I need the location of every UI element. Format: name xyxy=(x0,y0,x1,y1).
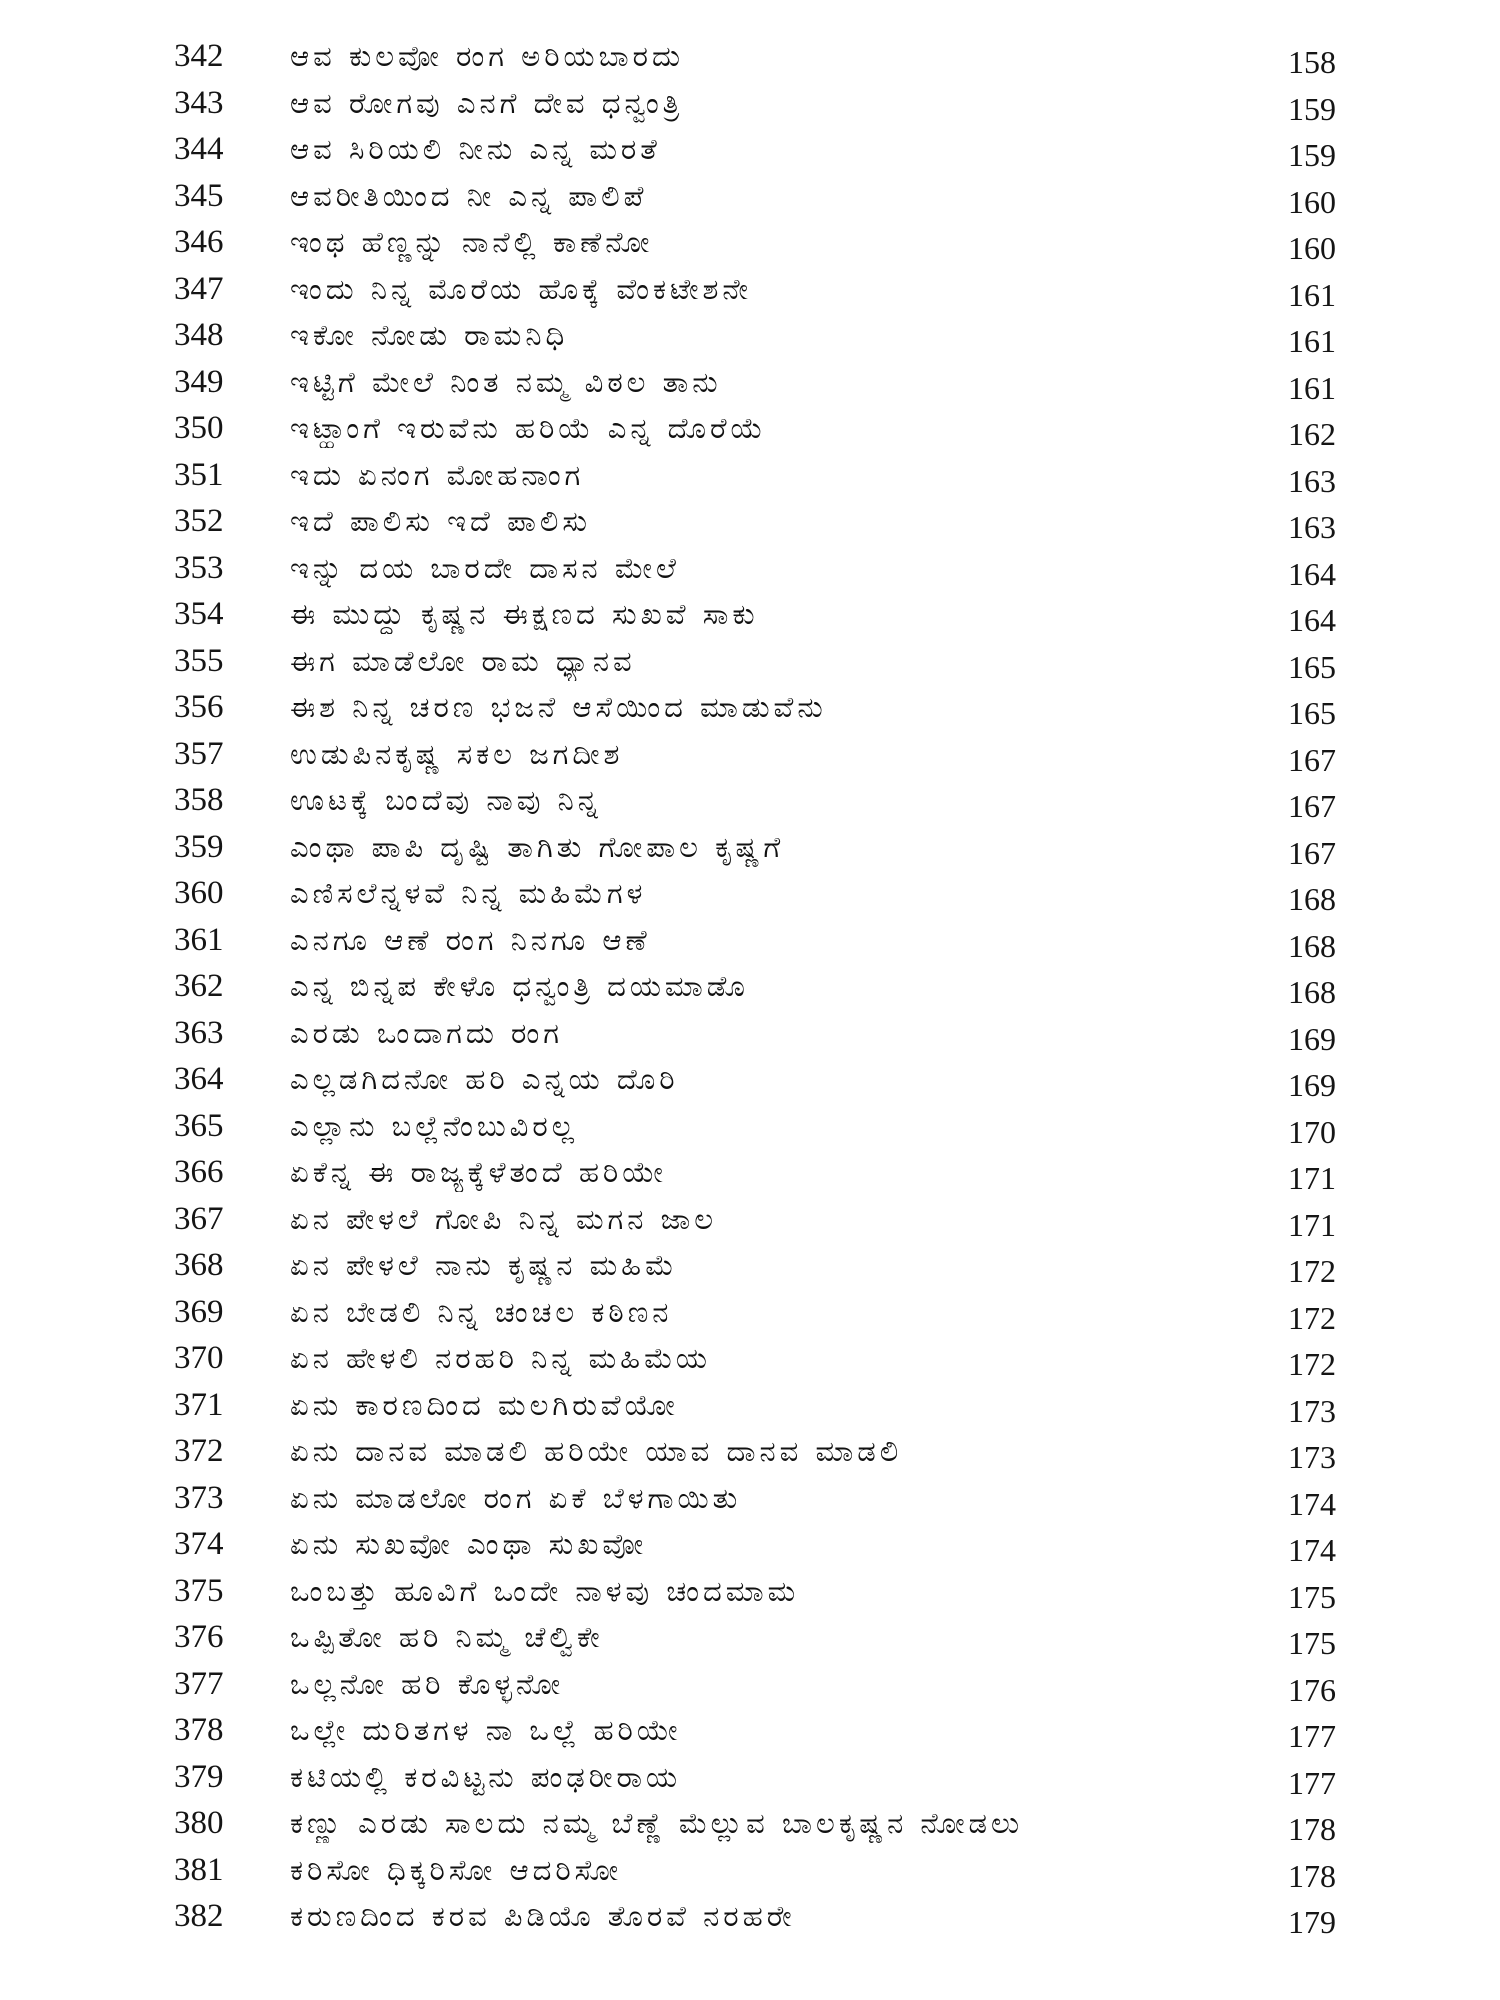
entry-title: ಎಲ್ಲಡಗಿದನೋ ಹರಿ ಎನ್ನಯ ದೊರಿ xyxy=(290,1062,679,1096)
entry-page-number: 174 xyxy=(1288,1532,1336,1568)
entry-page-number: 173 xyxy=(1288,1439,1336,1475)
entry-page-number: 162 xyxy=(1288,416,1336,452)
entry-page-number: 172 xyxy=(1288,1299,1336,1336)
toc-entry xyxy=(0,1053,1500,1103)
entry-title: ಆವರೀತಿಯಿಂದ ನೀ ಎನ್ನ ಪಾಲಿಪೆ xyxy=(290,178,648,213)
entry-number: 362 xyxy=(174,968,224,1004)
entry-page-number: 161 xyxy=(1288,323,1336,359)
entry-title: ಏನ ಹೇಳಲಿ ನರಹರಿ ನಿನ್ನ ಮಹಿಮೆಯ xyxy=(290,1341,711,1375)
table-of-contents xyxy=(0,30,1500,1940)
entry-title: ಒಪ್ಪಿತೋ ಹರಿ ನಿಮ್ಮ ಚೆಲ್ವಿಕೇ xyxy=(290,1620,604,1654)
entry-number: 364 xyxy=(174,1061,224,1097)
entry-title: ಇಟ್ಹಾಂಗೆ ಇರುವೆನು ಹರಿಯೆ ಎನ್ನ ದೊರೆಯೆ xyxy=(290,411,767,445)
entry-number: 347 xyxy=(174,270,224,307)
toc-entry xyxy=(0,960,1500,1010)
entry-number: 344 xyxy=(174,131,224,167)
entry-title: ಏನ ಪೇಳಲೆ ಗೋಪಿ ನಿನ್ನ ಮಗನ ಜಾಲ xyxy=(290,1201,718,1236)
entry-page-number: 165 xyxy=(1288,648,1336,685)
toc-entry xyxy=(0,1658,1500,1708)
toc-entry xyxy=(0,77,1500,127)
entry-title: ಏನು ಮಾಡಲೋ ರಂಗ ಏಕೆ ಬೆಳಗಾಯಿತು xyxy=(290,1480,742,1515)
entry-number: 380 xyxy=(174,1805,224,1841)
entry-number: 358 xyxy=(174,782,224,818)
entry-page-number: 173 xyxy=(1288,1392,1336,1429)
entry-title: ಈಗ ಮಾಡೆಲೋ ರಾಮ ಧ್ಯಾನವ xyxy=(290,643,636,678)
entry-page-number: 164 xyxy=(1288,555,1336,592)
entry-title: ಇಂದು ನಿನ್ನ ಮೊರೆಯ ಹೊಕ್ಕೆ ವೆಂಕಟೇಶನೇ xyxy=(290,271,753,306)
entry-number: 350 xyxy=(174,410,224,446)
entry-page-number: 169 xyxy=(1288,1067,1336,1103)
toc-entry xyxy=(0,867,1500,917)
entry-title: ಎರಡು ಒಂದಾಗದು ರಂಗ xyxy=(290,1015,563,1050)
entry-number: 343 xyxy=(174,84,224,121)
toc-entry xyxy=(0,1286,1500,1336)
entry-title: ಉಡುಪಿನಕೃಷ್ಣ ಸಕಲ ಜಗದೀಶ xyxy=(290,736,624,771)
entry-title: ಒಲ್ಲನೋ ಹರಿ ಕೊಳ್ಳನೋ xyxy=(290,1666,565,1701)
entry-title: ಇನ್ನು ದಯ ಬಾರದೇ ದಾಸನ ಮೇಲೆ xyxy=(290,550,680,585)
entry-page-number: 175 xyxy=(1288,1625,1336,1661)
entry-page-number: 159 xyxy=(1288,90,1336,127)
entry-page-number: 167 xyxy=(1288,834,1336,871)
entry-number: 366 xyxy=(174,1154,224,1190)
toc-entry xyxy=(0,123,1500,173)
toc-entry xyxy=(0,774,1500,824)
entry-number: 382 xyxy=(174,1898,224,1934)
entry-page-number: 163 xyxy=(1288,462,1336,499)
toc-entry xyxy=(0,1239,1500,1289)
toc-entry xyxy=(0,681,1500,731)
entry-page-number: 178 xyxy=(1288,1811,1336,1847)
entry-title: ಕಟಿಯಲ್ಲಿ ಕರವಿಟ್ಟನು ಪಂಢರೀರಾಯ xyxy=(290,1759,682,1794)
entry-page-number: 179 xyxy=(1288,1904,1336,1940)
entry-title: ಎಲ್ಲಾನು ಬಲ್ಲೆನೆಂಬುವಿರಲ್ಲ xyxy=(290,1108,578,1143)
entry-title: ಕರುಣದಿಂದ ಕರವ ಪಿಡಿಯೊ ತೊರವೆ ನರಹರೇ xyxy=(290,1899,796,1933)
toc-entry xyxy=(0,1611,1500,1661)
entry-title: ಏನ ಬೇಡಲಿ ನಿನ್ನ ಚಂಚಲ ಕಠಿಣನ xyxy=(290,1294,673,1329)
entry-number: 357 xyxy=(174,735,224,772)
entry-page-number: 170 xyxy=(1288,1113,1336,1150)
entry-number: 349 xyxy=(174,363,224,400)
toc-entry xyxy=(0,728,1500,778)
entry-number: 374 xyxy=(174,1526,224,1562)
toc-entry xyxy=(0,635,1500,685)
entry-title: ಏನು ದಾನವ ಮಾಡಲಿ ಹರಿಯೇ ಯಾವ ದಾನವ ಮಾಡಲಿ xyxy=(290,1434,903,1468)
toc-entry xyxy=(0,1797,1500,1847)
entry-number: 360 xyxy=(174,875,224,911)
toc-entry xyxy=(0,263,1500,313)
entry-number: 342 xyxy=(174,38,224,74)
toc-entry xyxy=(0,1844,1500,1894)
entry-page-number: 174 xyxy=(1288,1485,1336,1522)
entry-page-number: 167 xyxy=(1288,741,1336,778)
entry-page-number: 175 xyxy=(1288,1578,1336,1615)
entry-title: ಎಣಿಸಲೆನ್ನಳವೆ ನಿನ್ನ ಮಹಿಮೆಗಳ xyxy=(290,876,647,910)
entry-number: 367 xyxy=(174,1200,224,1237)
entry-title: ಏನು ಕಾರಣದಿಂದ ಮಲಗಿರುವೆಯೋ xyxy=(290,1387,679,1422)
entry-page-number: 168 xyxy=(1288,927,1336,964)
entry-title: ಏನ ಪೇಳಲೆ ನಾನು ಕೃಷ್ಣನ ಮಹಿಮೆ xyxy=(290,1248,678,1282)
entry-number: 368 xyxy=(174,1247,224,1283)
toc-entry xyxy=(0,1890,1500,1940)
entry-number: 381 xyxy=(174,1851,224,1888)
toc-entry xyxy=(0,1007,1500,1057)
entry-page-number: 159 xyxy=(1288,137,1336,173)
toc-entry xyxy=(0,1518,1500,1568)
entry-number: 376 xyxy=(174,1619,224,1655)
toc-entry xyxy=(0,588,1500,638)
entry-title: ಕರಿಸೋ ಧಿಕ್ಕರಿಸೋ ಆದರಿಸೋ xyxy=(290,1852,623,1887)
entry-page-number: 160 xyxy=(1288,183,1336,220)
entry-number: 353 xyxy=(174,549,224,586)
entry-number: 355 xyxy=(174,642,224,679)
entry-title: ಈ ಮುದ್ದು ಕೃಷ್ಣನ ಈಕ್ಷಣದ ಸುಖವೆ ಸಾಕು xyxy=(290,597,759,631)
entry-number: 352 xyxy=(174,503,224,539)
entry-title: ಇಂಥ ಹೆಣ್ಣನ್ನು ನಾನೆಲ್ಲಿ ಕಾಣೆನೋ xyxy=(290,225,654,259)
entry-page-number: 158 xyxy=(1288,44,1336,80)
entry-number: 370 xyxy=(174,1340,224,1376)
entry-title: ಇದು ಏನಂಗ ಮೋಹನಾಂಗ xyxy=(290,457,585,492)
toc-entry xyxy=(0,216,1500,266)
entry-number: 378 xyxy=(174,1712,224,1748)
entry-page-number: 165 xyxy=(1288,695,1336,731)
entry-number: 372 xyxy=(174,1433,224,1469)
entry-page-number: 164 xyxy=(1288,602,1336,638)
entry-page-number: 160 xyxy=(1288,230,1336,266)
toc-entry xyxy=(0,170,1500,220)
entry-title: ಏನು ಸುಖವೋ ಎಂಥಾ ಸುಖವೋ xyxy=(290,1527,648,1561)
entry-page-number: 172 xyxy=(1288,1346,1336,1382)
toc-entry xyxy=(0,821,1500,871)
entry-number: 365 xyxy=(174,1107,224,1144)
entry-page-number: 172 xyxy=(1288,1253,1336,1289)
toc-entry xyxy=(0,495,1500,545)
entry-number: 346 xyxy=(174,224,224,260)
toc-entry xyxy=(0,542,1500,592)
entry-number: 371 xyxy=(174,1386,224,1423)
entry-number: 373 xyxy=(174,1479,224,1516)
entry-page-number: 169 xyxy=(1288,1020,1336,1057)
toc-entry xyxy=(0,1704,1500,1754)
entry-page-number: 161 xyxy=(1288,276,1336,313)
entry-page-number: 168 xyxy=(1288,974,1336,1010)
entry-page-number: 163 xyxy=(1288,509,1336,545)
entry-number: 379 xyxy=(174,1758,224,1795)
entry-title: ಒಂಬತ್ತು ಹೂವಿಗೆ ಒಂದೇ ನಾಳವು ಚಂದಮಾಮ xyxy=(290,1573,800,1608)
entry-page-number: 167 xyxy=(1288,788,1336,824)
entry-title: ಇಕೋ ನೋಡು ರಾಮನಿಧಿ xyxy=(290,318,569,352)
entry-number: 348 xyxy=(174,317,224,353)
entry-title: ಆವ ಸಿರಿಯಲಿ ನೀನು ಎನ್ನ ಮರತೆ xyxy=(290,132,661,166)
entry-page-number: 168 xyxy=(1288,881,1336,917)
toc-entry xyxy=(0,1472,1500,1522)
toc-entry xyxy=(0,30,1500,80)
entry-page-number: 176 xyxy=(1288,1671,1336,1708)
toc-entry xyxy=(0,1332,1500,1382)
entry-page-number: 178 xyxy=(1288,1857,1336,1894)
entry-title: ಒಲ್ಲೇ ದುರಿತಗಳ ನಾ ಒಲ್ಲೆ ಹರಿಯೇ xyxy=(290,1713,682,1747)
entry-number: 354 xyxy=(174,596,224,632)
toc-entry xyxy=(0,1146,1500,1196)
entry-title: ಆವ ಕುಲವೋ ರಂಗ ಅರಿಯಬಾರದು xyxy=(290,39,684,73)
entry-page-number: 171 xyxy=(1288,1206,1336,1243)
toc-entry xyxy=(0,1193,1500,1243)
entry-number: 363 xyxy=(174,1014,224,1051)
entry-number: 356 xyxy=(174,689,224,725)
entry-title: ಇದೆ ಪಾಲಿಸು ಇದೆ ಪಾಲಿಸು xyxy=(290,504,591,538)
entry-number: 369 xyxy=(174,1293,224,1330)
entry-number: 361 xyxy=(174,921,224,958)
entry-title: ಎನಗೂ ಆಣೆ ರಂಗ ನಿನಗೂ ಆಣೆ xyxy=(290,922,651,957)
toc-entry xyxy=(0,1379,1500,1429)
entry-number: 345 xyxy=(174,177,224,214)
entry-page-number: 161 xyxy=(1288,369,1336,406)
toc-entry xyxy=(0,1751,1500,1801)
entry-number: 359 xyxy=(174,828,224,865)
toc-entry xyxy=(0,914,1500,964)
toc-entry xyxy=(0,402,1500,452)
entry-title: ಆವ ರೋಗವು ಎನಗೆ ದೇವ ಧನ್ವಂತ್ರಿ xyxy=(290,85,684,120)
entry-number: 377 xyxy=(174,1665,224,1702)
entry-title: ಕಣ್ಣು ಎರಡು ಸಾಲದು ನಮ್ಮ ಬೆಣ್ಣೆ ಮೆಲ್ಲುವ ಬಾಲಕೃಷ್ಣನ ನೋಡಲು xyxy=(290,1806,1024,1840)
entry-number: 351 xyxy=(174,456,224,493)
entry-number: 375 xyxy=(174,1572,224,1609)
entry-title: ಎಂಥಾ ಪಾಪಿ ದೃಷ್ಟಿ ತಾಗಿತು ಗೋಪಾಲ ಕೃಷ್ಣಗೆ xyxy=(290,829,785,864)
toc-entry xyxy=(0,309,1500,359)
toc-entry xyxy=(0,1565,1500,1615)
entry-title: ಊಟಕ್ಕೆ ಬಂದೆವು ನಾವು ನಿನ್ನ xyxy=(290,783,602,817)
toc-entry xyxy=(0,449,1500,499)
entry-page-number: 171 xyxy=(1288,1160,1336,1196)
entry-page-number: 177 xyxy=(1288,1764,1336,1801)
entry-page-number: 177 xyxy=(1288,1718,1336,1754)
toc-entry xyxy=(0,1425,1500,1475)
toc-entry xyxy=(0,1100,1500,1150)
entry-title: ಏಕೆನ್ನ ಈ ರಾಜ್ಯಕ್ಕೆಳೆತಂದೆ ಹರಿಯೇ xyxy=(290,1155,667,1189)
entry-title: ಎನ್ನ ಬಿನ್ನಪ ಕೇಳೊ ಧನ್ವಂತ್ರಿ ದಯಮಾಡೊ xyxy=(290,969,749,1003)
entry-title: ಈಶ ನಿನ್ನ ಚರಣ ಭಜನೆ ಆಸೆಯಿಂದ ಮಾಡುವೆನು xyxy=(290,690,827,724)
entry-title: ಇಟ್ಟಿಗೆ ಮೇಲೆ ನಿಂತ ನಮ್ಮ ವಿಠಲ ತಾನು xyxy=(290,364,722,399)
toc-entry xyxy=(0,356,1500,406)
